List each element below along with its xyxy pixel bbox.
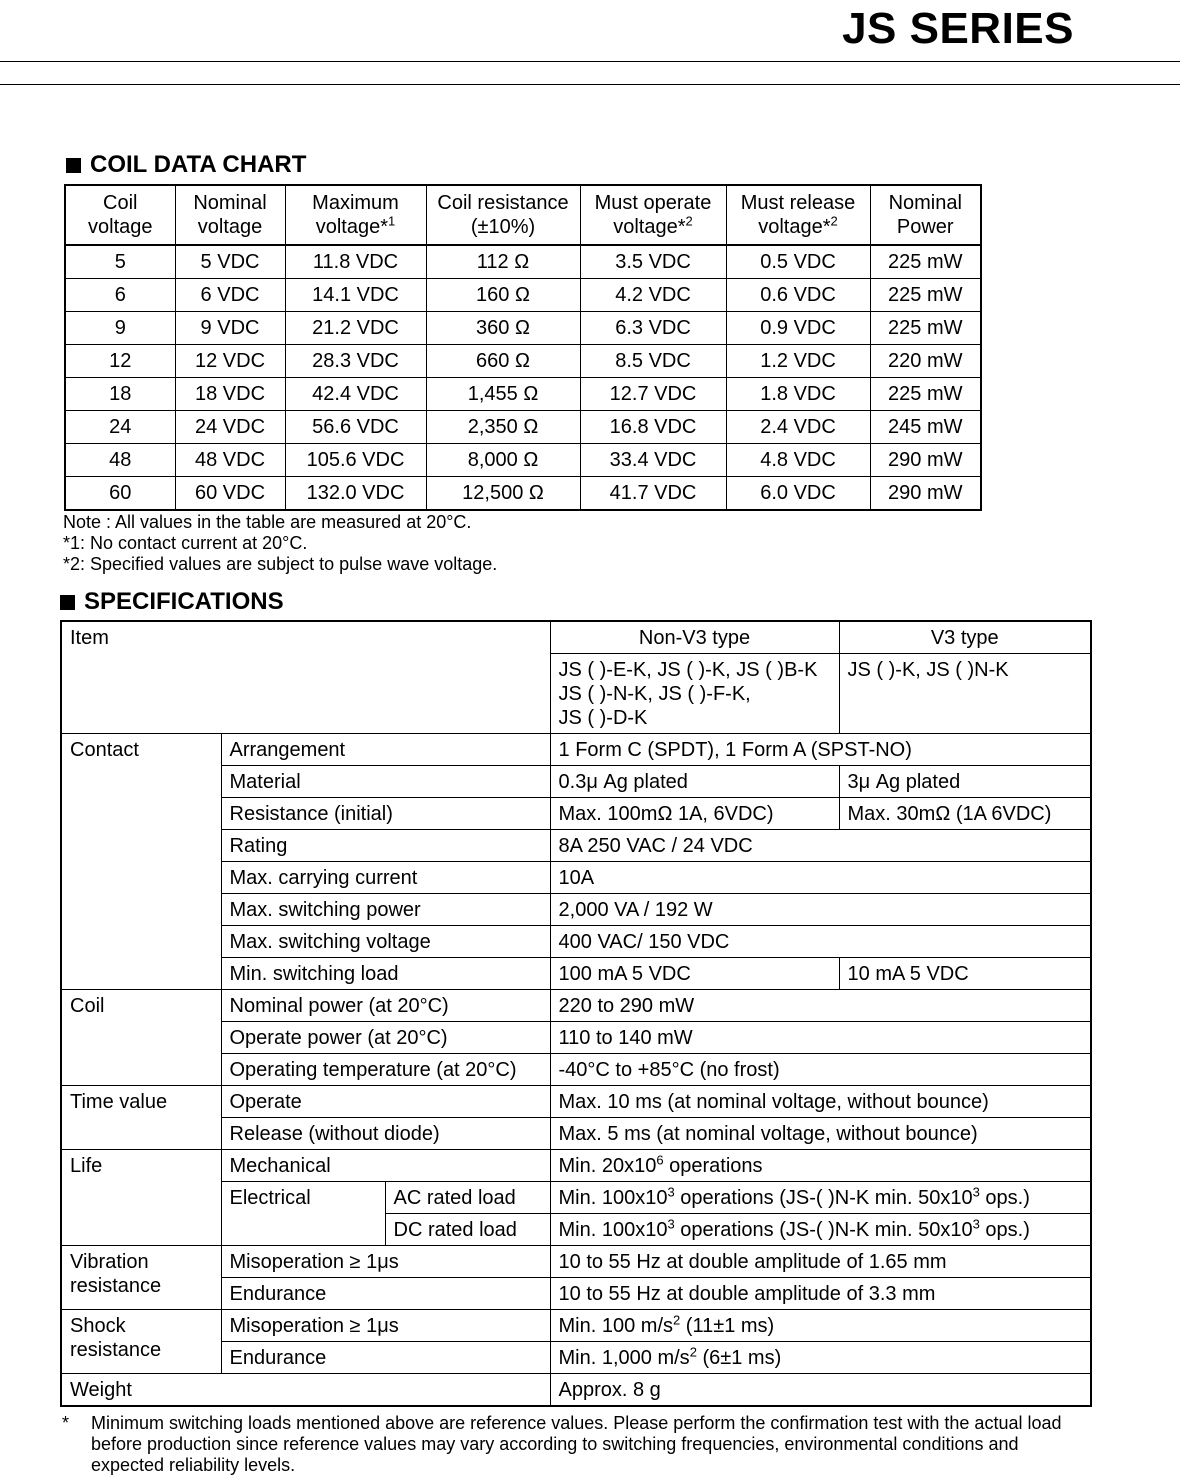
- header-text: voltage*: [758, 216, 831, 238]
- spec-label: Release (without diode): [221, 1118, 550, 1150]
- table-cell: 12 VDC: [175, 345, 285, 378]
- table-cell: 41.7 VDC: [580, 477, 726, 511]
- header-line: [66, 215, 175, 239]
- header-text: voltage*: [315, 216, 389, 238]
- group-weight: Weight: [61, 1374, 550, 1407]
- header-line: Coil: [103, 192, 138, 214]
- header-line: Nominal: [193, 192, 267, 214]
- table-cell: 60: [65, 477, 175, 511]
- table-cell: 1.8 VDC: [726, 378, 870, 411]
- spec-label: Operate: [221, 1086, 550, 1118]
- coil-header-row: [65, 185, 981, 245]
- table-cell: 220 mW: [870, 345, 981, 378]
- table-cell: 132.0 VDC: [285, 477, 426, 511]
- model-line: JS ( )-N-K, JS ( )-F-K,: [558, 683, 751, 705]
- model-line: JS ( )-D-K: [558, 707, 648, 729]
- spec-label: Max. carrying current: [221, 862, 550, 894]
- table-row: [65, 411, 981, 444]
- value-text: Min. 100x10: [558, 1186, 668, 1209]
- value-text: operations: [663, 1154, 763, 1177]
- table-cell: 160 Ω: [426, 279, 580, 312]
- spec-value: [550, 1342, 1091, 1374]
- table-cell: 2,350 Ω: [426, 411, 580, 444]
- spec-value: [550, 1310, 1091, 1342]
- group-shock: [61, 1310, 221, 1374]
- table-cell: 660 Ω: [426, 345, 580, 378]
- table-cell: 5: [65, 245, 175, 279]
- spec-label: Arrangement: [221, 734, 550, 766]
- spec-value: 10 to 55 Hz at double amplitude of 3.3 mm: [550, 1278, 1091, 1310]
- coil-data-title: COIL DATA CHART: [90, 151, 307, 178]
- spec-value: 0.3μ Ag plated: [550, 766, 839, 798]
- spec-value: 1 Form C (SPDT), 1 Form A (SPST-NO): [550, 734, 1091, 766]
- table-cell: 4.8 VDC: [726, 444, 870, 477]
- table-cell: 6.0 VDC: [726, 477, 870, 511]
- specifications-table: [60, 620, 1092, 1407]
- series-title: JS SERIES: [842, 4, 1074, 53]
- coil-note: *2: Specified values are subject to pulse wave voltage.: [63, 554, 498, 574]
- table-cell: 8,000 Ω: [426, 444, 580, 477]
- coil-column-header: [870, 185, 981, 245]
- group-contact: Contact: [61, 734, 221, 990]
- spec-label-electrical: Electrical: [221, 1182, 385, 1246]
- superscript: 2: [685, 213, 693, 229]
- superscript: 3: [667, 1215, 675, 1231]
- spec-value: [550, 1150, 1091, 1182]
- spec-label: Operate power (at 20°C): [221, 1022, 550, 1054]
- header-rule-bottom: [0, 84, 1180, 85]
- table-cell: 290 mW: [870, 444, 981, 477]
- spec-label: Min. switching load: [221, 958, 550, 990]
- table-row: [65, 477, 981, 511]
- table-cell: 105.6 VDC: [285, 444, 426, 477]
- non-v3-models: [550, 654, 839, 734]
- value-text: Min. 1,000 m/s: [558, 1346, 690, 1369]
- spec-value: 3μ Ag plated: [839, 766, 1091, 798]
- header-line: Must operate: [594, 192, 712, 214]
- header-text: Power: [896, 216, 954, 238]
- group-vibration: [61, 1246, 221, 1310]
- table-cell: 3.5 VDC: [580, 245, 726, 279]
- table-cell: 21.2 VDC: [285, 312, 426, 345]
- coil-column-header: [175, 185, 285, 245]
- spec-value: Max. 100mΩ 1A, 6VDC): [550, 798, 839, 830]
- header-line: Maximum: [312, 192, 399, 214]
- coil-column-header: [726, 185, 870, 245]
- spec-value: -40°C to +85°C (no frost): [550, 1054, 1091, 1086]
- table-cell: 24 VDC: [175, 411, 285, 444]
- value-text: ops.): [979, 1186, 1030, 1209]
- table-cell: 24: [65, 411, 175, 444]
- superscript: 6: [656, 1151, 664, 1167]
- coil-column-header: [285, 185, 426, 245]
- table-cell: 4.2 VDC: [580, 279, 726, 312]
- header-line: [427, 215, 580, 239]
- header-line: [176, 215, 285, 239]
- table-cell: 245 mW: [870, 411, 981, 444]
- table-cell: 12,500 Ω: [426, 477, 580, 511]
- spec-value: 2,000 VA / 192 W: [550, 894, 1091, 926]
- table-cell: 225 mW: [870, 279, 981, 312]
- coil-column-header: [65, 185, 175, 245]
- v3-models: JS ( )-K, JS ( )N-K: [839, 654, 1091, 734]
- spec-label: Operating temperature (at 20°C): [221, 1054, 550, 1086]
- table-cell: 225 mW: [870, 245, 981, 279]
- value-text: (6±1 ms): [696, 1346, 782, 1369]
- footnote-marker: *: [62, 1413, 70, 1433]
- table-cell: 11.8 VDC: [285, 245, 426, 279]
- group-time-value: Time value: [61, 1086, 221, 1150]
- table-cell: 225 mW: [870, 312, 981, 345]
- table-cell: 60 VDC: [175, 477, 285, 511]
- header-line: Must release: [740, 192, 856, 214]
- header-line: [286, 215, 426, 239]
- table-cell: 56.6 VDC: [285, 411, 426, 444]
- table-cell: 1,455 Ω: [426, 378, 580, 411]
- superscript: 3: [667, 1183, 675, 1199]
- coil-data-table: [64, 184, 982, 511]
- spec-value: [550, 1182, 1091, 1214]
- table-cell: 14.1 VDC: [285, 279, 426, 312]
- table-cell: 6: [65, 279, 175, 312]
- superscript: 1: [388, 213, 396, 229]
- group-label-line: resistance: [70, 1339, 162, 1361]
- spec-value: 220 to 290 mW: [550, 990, 1091, 1022]
- spec-value: Max. 5 ms (at nominal voltage, without bounce): [550, 1118, 1091, 1150]
- spec-label: Resistance (initial): [221, 798, 550, 830]
- value-text: operations (JS-( )N-K min. 50x10: [674, 1218, 973, 1241]
- table-cell: 48 VDC: [175, 444, 285, 477]
- group-label-line: Vibration: [70, 1251, 149, 1273]
- table-cell: 0.9 VDC: [726, 312, 870, 345]
- spec-value: Max. 30mΩ (1A 6VDC): [839, 798, 1091, 830]
- non-v3-header: Non-V3 type: [550, 621, 839, 654]
- table-row: [65, 444, 981, 477]
- superscript: 2: [673, 1311, 681, 1327]
- value-text: Min. 100x10: [558, 1218, 668, 1241]
- coil-note: *1: No contact current at 20°C.: [63, 533, 308, 553]
- superscript: 2: [830, 213, 838, 229]
- superscript: 2: [689, 1343, 697, 1359]
- spec-value: 8A 250 VAC / 24 VDC: [550, 830, 1091, 862]
- value-text: Min. 100 m/s: [558, 1314, 673, 1337]
- specifications-footnote: [62, 1413, 1072, 1476]
- spec-label: Max. switching voltage: [221, 926, 550, 958]
- spec-value: Max. 10 ms (at nominal voltage, without bounce): [550, 1086, 1091, 1118]
- header-line: [871, 215, 981, 239]
- table-cell: 42.4 VDC: [285, 378, 426, 411]
- spec-sublabel: AC rated load: [385, 1182, 550, 1214]
- value-text: ops.): [979, 1218, 1030, 1241]
- table-cell: 1.2 VDC: [726, 345, 870, 378]
- coil-column-header: [426, 185, 580, 245]
- table-row: [65, 279, 981, 312]
- coil-note: Note : All values in the table are measured at 20°C.: [63, 512, 472, 532]
- header-line: Coil resistance: [437, 192, 569, 214]
- group-life: Life: [61, 1150, 221, 1246]
- header-rule-top: [0, 61, 1180, 62]
- group-label-line: resistance: [70, 1275, 162, 1297]
- table-cell: 5 VDC: [175, 245, 285, 279]
- table-row: [65, 245, 981, 279]
- table-cell: 33.4 VDC: [580, 444, 726, 477]
- coil-notes: [63, 512, 497, 575]
- v3-header: V3 type: [839, 621, 1091, 654]
- spec-value: 10 to 55 Hz at double amplitude of 1.65 mm: [550, 1246, 1091, 1278]
- spec-label: Max. switching power: [221, 894, 550, 926]
- spec-label: Nominal power (at 20°C): [221, 990, 550, 1022]
- value-text: operations (JS-( )N-K min. 50x10: [674, 1186, 973, 1209]
- group-label-line: Shock: [70, 1315, 126, 1337]
- value-text: Min. 20x10: [558, 1154, 657, 1177]
- table-cell: 9: [65, 312, 175, 345]
- spec-value: 400 VAC/ 150 VDC: [550, 926, 1091, 958]
- footnote-text: Minimum switching loads mentioned above are reference values. Please perform the confirmation test with the actual load before production since reference values may vary according to switching frequencies, environmental conditions and expected reliability levels.: [91, 1413, 1062, 1475]
- table-cell: 16.8 VDC: [580, 411, 726, 444]
- table-cell: 0.6 VDC: [726, 279, 870, 312]
- table-cell: 18 VDC: [175, 378, 285, 411]
- table-cell: 0.5 VDC: [726, 245, 870, 279]
- table-cell: 12.7 VDC: [580, 378, 726, 411]
- spec-value: [550, 1214, 1091, 1246]
- table-cell: 6.3 VDC: [580, 312, 726, 345]
- group-coil: Coil: [61, 990, 221, 1086]
- spec-label: Endurance: [221, 1278, 550, 1310]
- spec-sublabel: DC rated load: [385, 1214, 550, 1246]
- table-cell: 12: [65, 345, 175, 378]
- spec-label: Endurance: [221, 1342, 550, 1374]
- table-cell: 290 mW: [870, 477, 981, 511]
- header-line: [727, 215, 870, 239]
- spec-value: 10 mA 5 VDC: [839, 958, 1091, 990]
- table-cell: 48: [65, 444, 175, 477]
- header-text: voltage: [197, 216, 263, 238]
- spec-value: 10A: [550, 862, 1091, 894]
- table-cell: 8.5 VDC: [580, 345, 726, 378]
- spec-label: Rating: [221, 830, 550, 862]
- value-text: (11±1 ms): [680, 1314, 775, 1337]
- header-text: voltage*: [613, 216, 686, 238]
- spec-value: Approx. 8 g: [550, 1374, 1091, 1407]
- table-cell: 112 Ω: [426, 245, 580, 279]
- table-cell: 225 mW: [870, 378, 981, 411]
- table-row: [65, 312, 981, 345]
- table-row: [65, 378, 981, 411]
- table-cell: 6 VDC: [175, 279, 285, 312]
- header-line: [581, 215, 726, 239]
- coil-column-header: [580, 185, 726, 245]
- spec-label: Misoperation ≥ 1μs: [221, 1310, 550, 1342]
- table-cell: 360 Ω: [426, 312, 580, 345]
- table-cell: 9 VDC: [175, 312, 285, 345]
- table-cell: 18: [65, 378, 175, 411]
- square-bullet-icon: [66, 158, 81, 173]
- spec-value: 110 to 140 mW: [550, 1022, 1091, 1054]
- header-text: voltage: [88, 216, 153, 238]
- table-cell: 2.4 VDC: [726, 411, 870, 444]
- table-row: [65, 345, 981, 378]
- superscript: 3: [972, 1215, 980, 1231]
- header-text: (±10%): [470, 216, 536, 238]
- coil-data-heading: [66, 151, 306, 179]
- spec-label: Mechanical: [221, 1150, 550, 1182]
- specifications-heading: [60, 588, 284, 616]
- header-line: Nominal: [888, 192, 962, 214]
- item-header: Item: [61, 621, 550, 734]
- model-line: JS ( )-E-K, JS ( )-K, JS ( )B-K: [558, 659, 818, 681]
- spec-label: Misoperation ≥ 1μs: [221, 1246, 550, 1278]
- spec-value: 100 mA 5 VDC: [550, 958, 839, 990]
- square-bullet-icon: [60, 595, 75, 610]
- specifications-title: SPECIFICATIONS: [84, 588, 284, 615]
- spec-label: Material: [221, 766, 550, 798]
- table-cell: 28.3 VDC: [285, 345, 426, 378]
- superscript: 3: [972, 1183, 980, 1199]
